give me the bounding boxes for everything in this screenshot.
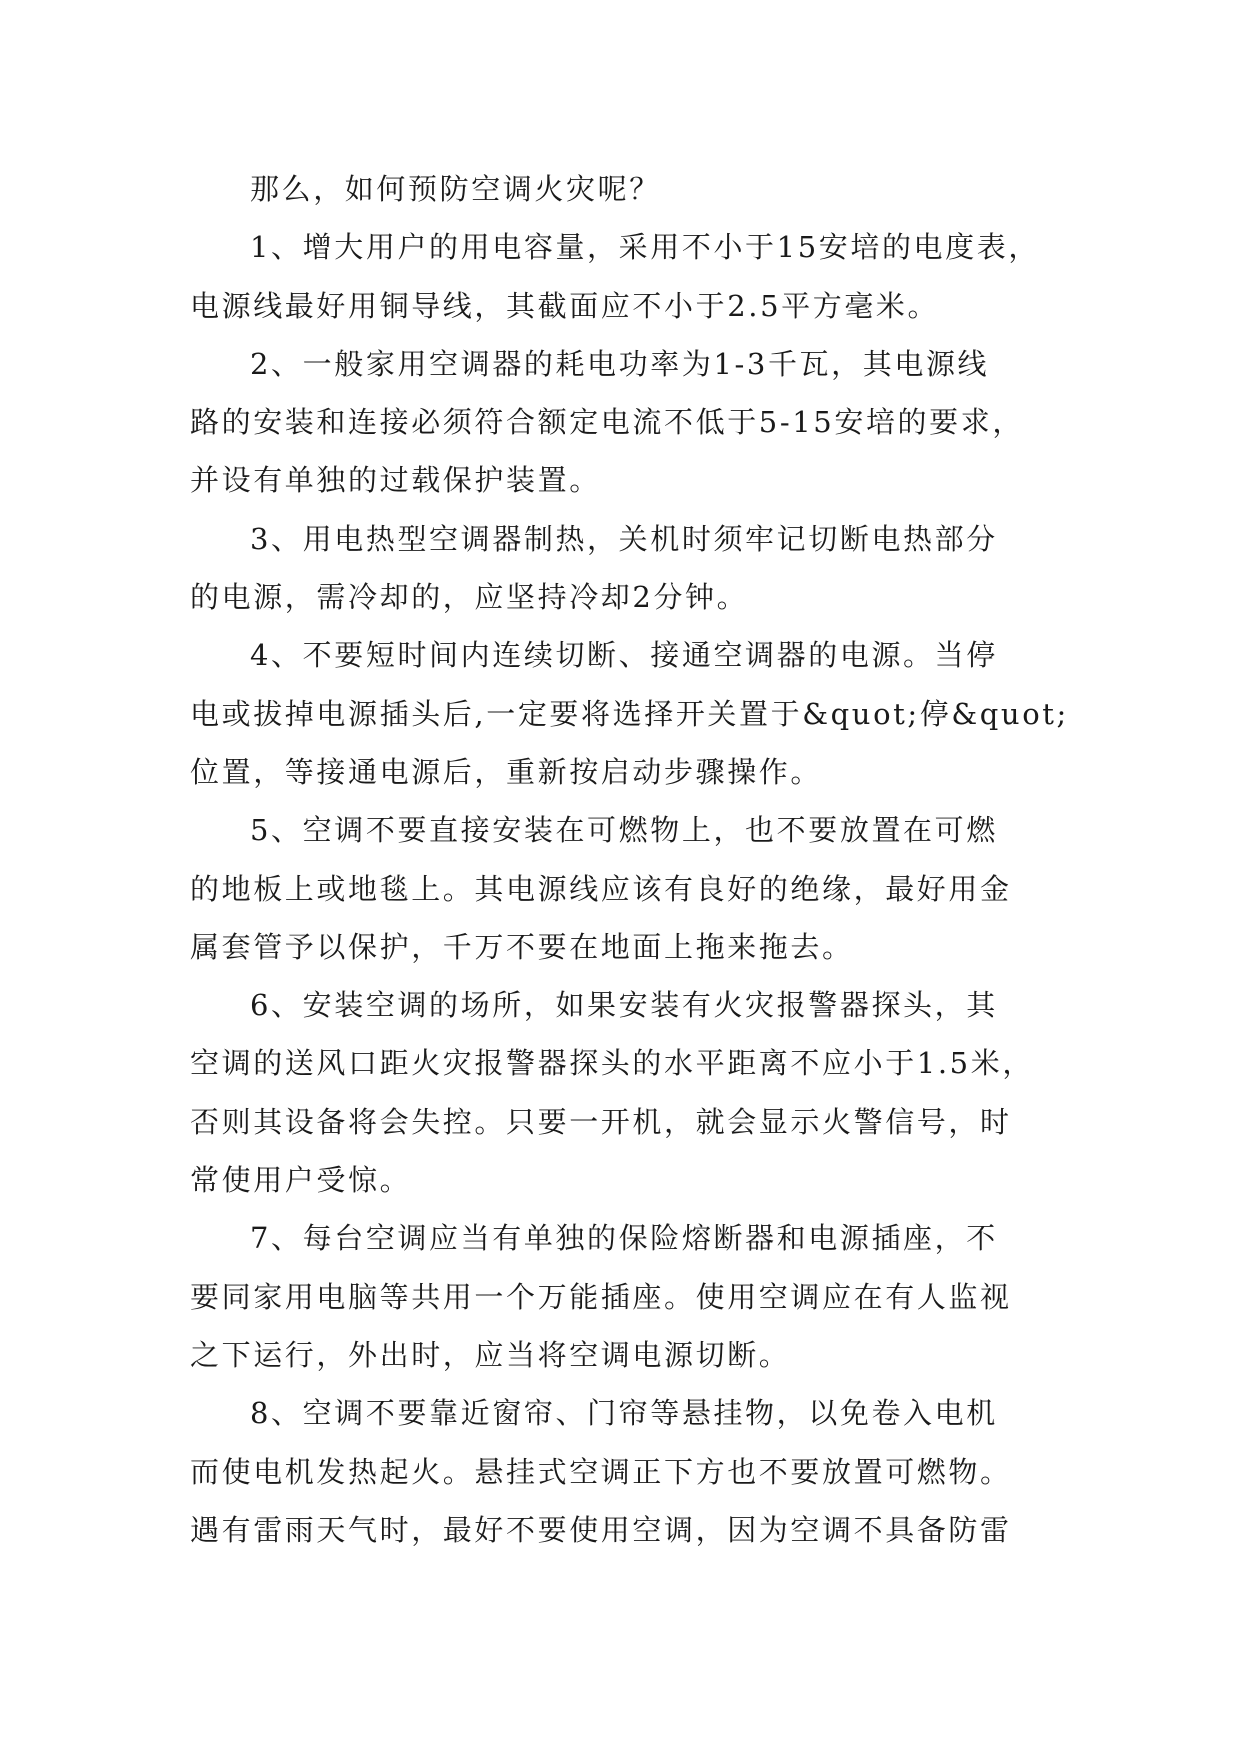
text-line: 4、不要短时间内连续切断、接通空调器的电源。当停 (250, 638, 998, 673)
text-line: 的电源，需冷却的，应坚持冷却2分钟。 (190, 580, 749, 615)
text-line: 之下运行，外出时，应当将空调电源切断。 (190, 1337, 791, 1372)
text-line: 空调的送风口距火灾报警器探头的水平距离不应小于1.5米， (190, 1046, 1034, 1081)
paragraph-intro (190, 160, 1070, 218)
paragraph-item-8 (190, 1384, 1070, 1559)
paragraph-item-7 (190, 1209, 1070, 1384)
document-body (190, 160, 1070, 1559)
paragraph-item-5 (190, 801, 1070, 976)
text-line: 位置，等接通电源后，重新按启动步骤操作。 (190, 754, 823, 789)
text-line: 8、空调不要靠近窗帘、门帘等悬挂物，以免卷入电机 (250, 1396, 998, 1431)
text-line: 那么，如何预防空调火灾呢？ (250, 172, 661, 206)
text-line: 的地板上或地毯上。其电源线应该有良好的绝缘，最好用金 (190, 871, 1012, 906)
text-line: 而使电机发热起火。悬挂式空调正下方也不要放置可燃物。 (190, 1454, 1012, 1489)
text-line: 常使用户受惊。 (190, 1163, 412, 1198)
paragraph-item-6 (190, 976, 1070, 1209)
text-line: 6、安装空调的场所，如果安装有火灾报警器探头，其 (250, 988, 998, 1023)
text-line: 路的安装和连接必须符合额定电流不低于5-15安培的要求， (190, 405, 1024, 440)
paragraph-item-4 (190, 626, 1070, 801)
text-line: 电或拔掉电源插头后,一定要将选择开关置于&quot;停&quot; (190, 696, 1069, 731)
text-line: 2、一般家用空调器的耗电功率为1-3千瓦，其电源线 (250, 346, 990, 381)
text-line: 电源线最好用铜导线，其截面应不小于2.5平方毫米。 (190, 288, 940, 323)
text-line: 否则其设备将会失控。只要一开机，就会显示火警信号，时 (190, 1104, 1012, 1139)
text-line: 5、空调不要直接安装在可燃物上，也不要放置在可燃 (250, 813, 998, 848)
paragraph-item-3 (190, 510, 1070, 627)
text-line: 1、增大用户的用电容量，采用不小于15安培的电度表， (250, 230, 1040, 265)
text-line: 并设有单独的过载保护装置。 (190, 463, 601, 498)
text-line: 遇有雷雨天气时，最好不要使用空调，因为空调不具备防雷 (190, 1512, 1012, 1547)
text-line: 3、用电热型空调器制热，关机时须牢记切断电热部分 (250, 521, 998, 556)
text-line: 属套管予以保护，千万不要在地面上拖来拖去。 (190, 929, 854, 964)
text-line: 7、每台空调应当有单独的保险熔断器和电源插座，不 (250, 1221, 998, 1256)
paragraph-item-1 (190, 218, 1070, 335)
paragraph-item-2 (190, 335, 1070, 510)
text-line: 要同家用电脑等共用一个万能插座。使用空调应在有人监视 (190, 1279, 1012, 1314)
